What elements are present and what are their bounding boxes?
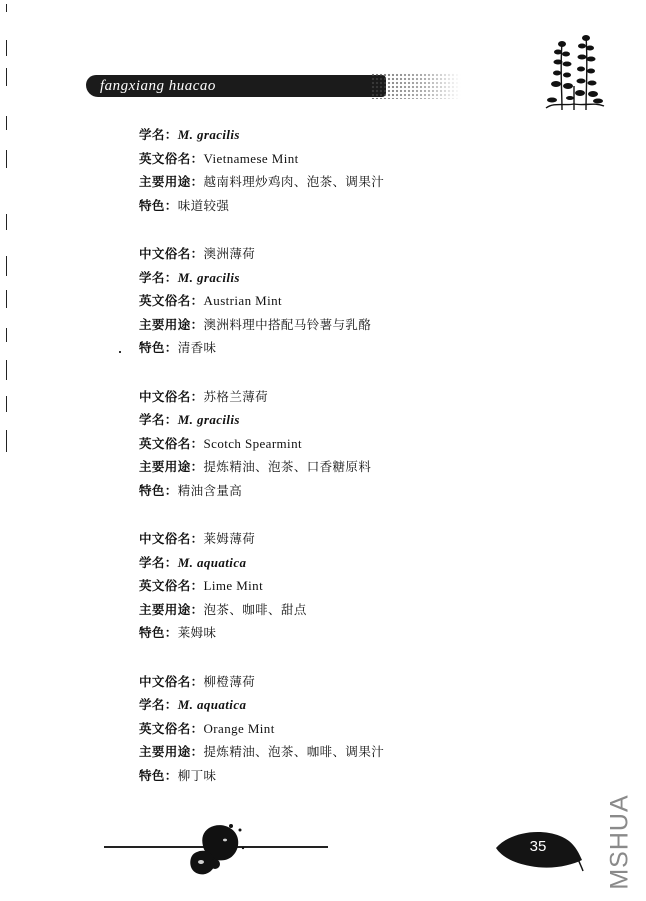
en-name-value: Lime Mint [203,578,264,593]
use-line [139,740,579,764]
use-label: 主要用途： [139,744,204,759]
use-line [139,313,579,337]
feature-value: 柳丁味 [177,767,217,783]
en-name-line [139,717,579,741]
use-line [139,455,579,479]
scan-speck [119,351,121,353]
sci-name-line [139,551,579,575]
sci-name-label: 学名： [139,554,178,570]
header-halftone [371,73,461,99]
en-name-line [139,432,579,456]
en-name-line [139,147,579,171]
feature-line [139,336,579,360]
use-label: 主要用途： [139,601,204,617]
en-name-line [139,289,579,313]
scan-edge-marks [6,0,10,470]
sci-name-label: 学名： [139,269,178,285]
use-value: 提炼精油、泡茶、咖啡、调果汁 [203,744,385,759]
feature-line [139,764,579,788]
use-label: 主要用途： [139,459,204,474]
feature-label: 特色： [139,197,178,213]
en-name-label: 英文俗名： [139,150,204,166]
entry-vietnamese-mint [139,123,579,217]
running-header [86,72,456,100]
entry-orange-mint [139,670,579,788]
cn-name-label: 中文俗名： [139,388,204,404]
watermark [605,795,635,890]
entry-scotch-spearmint [139,385,579,503]
cn-name-label: 中文俗名： [139,531,204,546]
en-name-label: 英文俗名： [139,578,204,593]
feature-line [139,479,579,503]
feature-value: 精油含量高 [177,482,243,498]
cn-name-line [139,527,579,551]
running-header-title: fangxiang huacao [100,78,216,94]
cn-name-line [139,242,579,266]
sci-name-label: 学名： [139,127,178,142]
cn-name-value: 澳洲薄荷 [203,246,256,261]
en-name-value: Austrian Mint [203,293,283,308]
sci-name-label: 学名： [139,412,178,427]
sci-name-line [139,123,579,147]
sci-name-value: M. aquatica [177,554,247,570]
feature-value: 莱姆味 [177,625,217,640]
en-name-label: 英文俗名： [139,720,204,736]
en-name-line [139,574,579,598]
mint-sprig-icon [540,30,610,112]
feature-label: 特色： [139,767,178,783]
use-line [139,598,579,622]
cn-name-line [139,670,579,694]
feature-line [139,194,579,218]
feature-label: 特色： [139,625,178,640]
use-value: 提炼精油、泡茶、口香糖原料 [203,459,372,474]
cn-name-line [139,385,579,409]
en-name-value: Orange Mint [203,720,275,736]
cn-name-value: 莱姆薄荷 [203,531,256,546]
sci-name-value: M. aquatica [177,697,247,712]
feature-line [139,621,579,645]
use-value: 泡茶、咖啡、甜点 [203,601,307,617]
sci-name-value: M. gracilis [177,269,240,285]
sci-name-line [139,266,579,290]
use-value: 越南料理炒鸡肉、泡茶、调果汁 [203,174,385,189]
page-number: 35 [529,838,547,855]
entry-lime-mint [139,527,579,645]
en-name-value: Vietnamese Mint [203,150,299,166]
sci-name-label: 学名： [139,697,178,712]
watermark-text: MSHUA [605,794,634,890]
feature-label: 特色： [139,482,178,498]
feature-value: 清香味 [177,340,217,355]
cn-name-label: 中文俗名： [139,246,204,261]
cn-name-value: 苏格兰薄荷 [203,388,269,404]
cn-name-value: 柳橙薄荷 [203,673,256,689]
use-label: 主要用途： [139,316,204,332]
entry-austrian-mint [139,242,579,360]
feature-value: 味道较强 [177,197,230,213]
sci-name-line [139,693,579,717]
feature-label: 特色： [139,340,178,355]
sci-name-value: M. gracilis [177,127,240,142]
use-line [139,170,579,194]
en-name-label: 英文俗名： [139,293,204,308]
en-name-value: Scotch Spearmint [203,435,302,451]
ink-blot-icon [185,818,249,878]
sci-name-line [139,408,579,432]
use-label: 主要用途： [139,174,204,189]
en-name-label: 英文俗名： [139,435,204,451]
entry-list [139,123,579,787]
use-value: 澳洲料理中搭配马铃薯与乳酪 [203,316,372,332]
sci-name-value: M. gracilis [177,412,240,427]
cn-name-label: 中文俗名： [139,673,204,689]
